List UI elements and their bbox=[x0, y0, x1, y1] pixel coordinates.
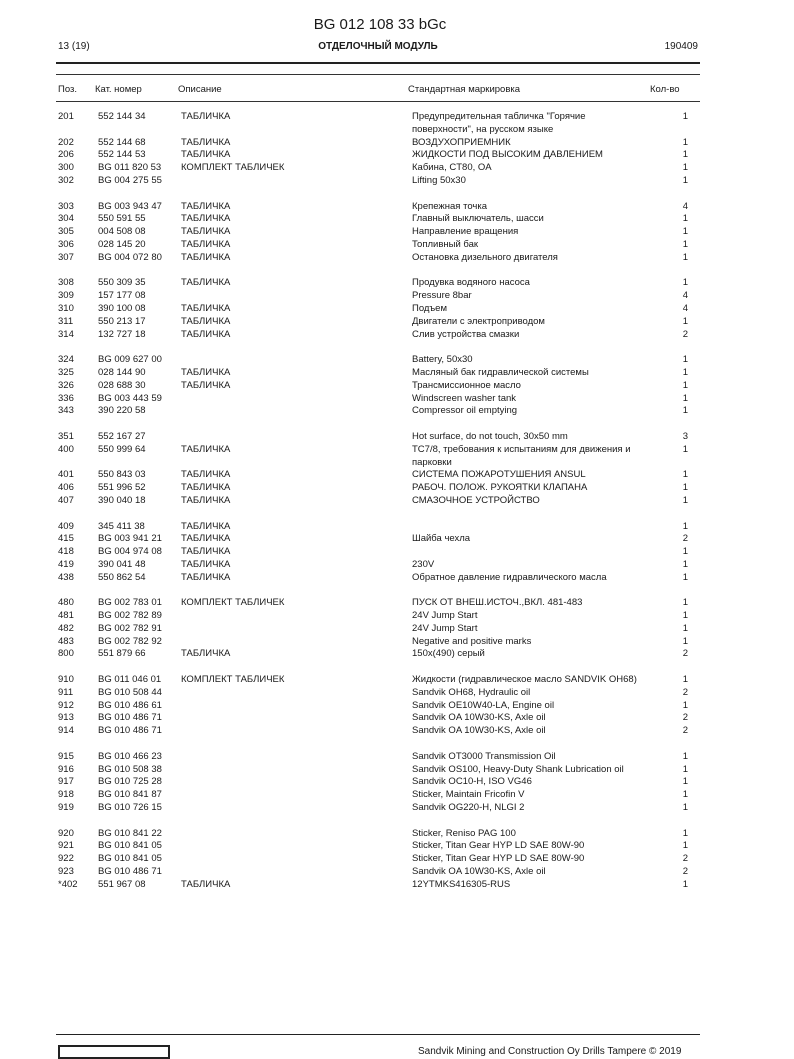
row-marking bbox=[412, 546, 640, 559]
row-quantity: 1 bbox=[682, 136, 688, 148]
row-pos: 302 bbox=[58, 174, 74, 186]
row-description: ТАБЛИЧКА bbox=[181, 533, 231, 545]
row-marking: Negative and positive marks bbox=[412, 635, 532, 647]
row-quantity: 1 bbox=[682, 802, 688, 814]
row-cat-number: 552 167 27 bbox=[98, 430, 146, 442]
row-marking: 12YTMKS416305-RUS bbox=[412, 878, 511, 890]
table-row bbox=[0, 162, 794, 175]
table-row bbox=[0, 853, 794, 866]
row-quantity: 1 bbox=[682, 827, 688, 839]
table-row bbox=[0, 495, 794, 508]
row-cat-number: 028 144 90 bbox=[98, 366, 146, 378]
row-marking: Battery, 50x30 bbox=[412, 354, 473, 366]
row-cat-number: BG 010 486 71 bbox=[98, 712, 162, 724]
row-description: КОМПЛЕКТ ТАБЛИЧЕК bbox=[181, 162, 285, 174]
row-description: КОМПЛЕКТ ТАБЛИЧЕК bbox=[181, 597, 285, 609]
row-quantity: 1 bbox=[682, 763, 688, 775]
row-cat-number: BG 004 974 08 bbox=[98, 546, 162, 558]
table-row bbox=[0, 393, 794, 406]
row-description: ТАБЛИЧКА bbox=[181, 443, 231, 455]
row-quantity: 1 bbox=[682, 405, 688, 417]
row-quantity: 1 bbox=[682, 494, 688, 506]
row-description: ТАБЛИЧКА bbox=[181, 149, 231, 161]
table-row bbox=[0, 252, 794, 265]
row-quantity: 1 bbox=[682, 597, 688, 609]
table-row bbox=[0, 444, 794, 470]
top-rule bbox=[56, 62, 700, 64]
row-quantity: 1 bbox=[682, 315, 688, 327]
table-row bbox=[0, 175, 794, 188]
row-pos: 310 bbox=[58, 302, 74, 314]
row-marking: Pressure 8bar bbox=[412, 290, 472, 302]
row-quantity: 4 bbox=[682, 302, 688, 314]
table-row bbox=[0, 764, 794, 777]
row-cat-number: 551 879 66 bbox=[98, 648, 146, 660]
row-pos: 401 bbox=[58, 469, 74, 481]
row-cat-number: BG 003 443 59 bbox=[98, 392, 162, 404]
table-row bbox=[0, 674, 794, 687]
row-quantity: 1 bbox=[682, 213, 688, 225]
table-row bbox=[0, 111, 794, 137]
table-row bbox=[0, 546, 794, 559]
row-cat-number: BG 004 072 80 bbox=[98, 251, 162, 263]
row-cat-number: BG 004 275 55 bbox=[98, 174, 162, 186]
row-quantity: 1 bbox=[682, 789, 688, 801]
row-marking: РАБОЧ. ПОЛОЖ. РУКОЯТКИ КЛАПАНА bbox=[412, 482, 588, 494]
row-cat-number: BG 010 841 87 bbox=[98, 789, 162, 801]
row-quantity: 1 bbox=[682, 443, 688, 455]
row-quantity: 1 bbox=[682, 750, 688, 762]
row-pos: 481 bbox=[58, 610, 74, 622]
row-description: ТАБЛИЧКА bbox=[181, 277, 231, 289]
row-marking: ПУСК ОТ ВНЕШ.ИСТОЧ.,ВКЛ. 481-483 bbox=[412, 597, 583, 609]
row-pos: 912 bbox=[58, 699, 74, 711]
page-number: 13 (19) bbox=[58, 41, 90, 52]
row-description: ТАБЛИЧКА bbox=[181, 520, 231, 532]
row-cat-number: 550 999 64 bbox=[98, 443, 146, 455]
row-marking: Sticker, Titan Gear HYP LD SAE 80W-90 bbox=[412, 840, 585, 852]
row-pos: 206 bbox=[58, 149, 74, 161]
sandvik-logo bbox=[58, 1045, 170, 1059]
row-cat-number: BG 010 486 61 bbox=[98, 699, 162, 711]
row-marking: Sandvik OG220-H, NLGI 2 bbox=[412, 802, 525, 814]
row-marking: Топливный бак bbox=[412, 238, 479, 250]
row-marking: СИСТЕМА ПОЖАРОТУШЕНИЯ ANSUL bbox=[412, 469, 586, 481]
table-row bbox=[0, 636, 794, 649]
row-marking: Sticker, Reniso PAG 100 bbox=[412, 827, 516, 839]
row-marking: Sandvik OS100, Heavy-Duty Shank Lubrication oil bbox=[412, 763, 624, 775]
row-cat-number: BG 010 508 38 bbox=[98, 763, 162, 775]
row-pos: 303 bbox=[58, 200, 74, 212]
table-row bbox=[0, 597, 794, 610]
row-marking: ЖИДКОСТИ ПОД ВЫСОКИМ ДАВЛЕНИЕМ bbox=[412, 149, 603, 161]
row-quantity: 1 bbox=[682, 379, 688, 391]
row-quantity: 1 bbox=[682, 392, 688, 404]
row-cat-number: 004 508 08 bbox=[98, 226, 146, 238]
row-quantity: 2 bbox=[682, 866, 688, 878]
row-marking: Sandvik OE10W40-LA, Engine oil bbox=[412, 699, 555, 711]
row-pos: 911 bbox=[58, 686, 74, 698]
row-pos: *402 bbox=[58, 878, 78, 890]
row-quantity: 1 bbox=[682, 111, 688, 122]
row-quantity: 2 bbox=[682, 533, 688, 545]
table-row bbox=[0, 789, 794, 802]
row-cat-number: 550 862 54 bbox=[98, 571, 146, 583]
row-quantity: 1 bbox=[682, 635, 688, 647]
row-quantity: 1 bbox=[682, 251, 688, 263]
row-pos: 920 bbox=[58, 827, 74, 839]
row-cat-number: BG 010 486 71 bbox=[98, 725, 162, 737]
row-pos: 406 bbox=[58, 482, 74, 494]
row-pos: 304 bbox=[58, 213, 74, 225]
row-marking: Главный выключатель, шасси bbox=[412, 213, 544, 225]
row-quantity: 1 bbox=[682, 674, 688, 686]
row-marking: Остановка дизельного двигателя bbox=[412, 251, 558, 263]
row-pos: 400 bbox=[58, 443, 74, 455]
table-row bbox=[0, 572, 794, 585]
table-row bbox=[0, 610, 794, 623]
row-description: ТАБЛИЧКА bbox=[181, 878, 231, 890]
row-marking: Слив устройства смазки bbox=[412, 328, 520, 340]
row-cat-number: 552 144 53 bbox=[98, 149, 146, 161]
table-row bbox=[0, 239, 794, 252]
row-marking: Шайба чехла bbox=[412, 533, 471, 545]
row-description: ТАБЛИЧКА bbox=[181, 213, 231, 225]
row-marking: Lifting 50x30 bbox=[412, 174, 466, 186]
table-row bbox=[0, 329, 794, 342]
table-row bbox=[0, 751, 794, 764]
row-cat-number: 028 145 20 bbox=[98, 238, 146, 250]
row-marking: TC7/8, требования к испытаниям для движения и парковки bbox=[412, 443, 631, 468]
row-quantity: 1 bbox=[682, 622, 688, 634]
table-row bbox=[0, 559, 794, 572]
row-cat-number: BG 010 508 44 bbox=[98, 686, 162, 698]
row-quantity: 1 bbox=[682, 776, 688, 788]
row-cat-number: BG 003 943 47 bbox=[98, 200, 162, 212]
document-title: ОТДЕЛОЧНЫЙ МОДУЛЬ bbox=[318, 41, 438, 52]
row-marking: Compressor oil emptying bbox=[412, 405, 518, 417]
row-quantity: 1 bbox=[682, 520, 688, 532]
row-pos: 201 bbox=[58, 111, 74, 122]
row-pos: 336 bbox=[58, 392, 74, 404]
row-marking: Жидкости (гидравлическое масло SANDVIK OH68) bbox=[412, 674, 637, 686]
row-description: ТАБЛИЧКА bbox=[181, 315, 231, 327]
table-row bbox=[0, 776, 794, 789]
row-pos: 202 bbox=[58, 136, 74, 148]
row-cat-number: BG 002 783 01 bbox=[98, 597, 162, 609]
row-quantity: 2 bbox=[682, 725, 688, 737]
row-pos: 314 bbox=[58, 328, 74, 340]
row-pos: 910 bbox=[58, 674, 74, 686]
row-quantity: 1 bbox=[682, 571, 688, 583]
row-quantity: 1 bbox=[682, 174, 688, 186]
row-cat-number: 390 220 58 bbox=[98, 405, 146, 417]
row-pos: 415 bbox=[58, 533, 74, 545]
row-marking: Направление вращения bbox=[412, 226, 519, 238]
row-cat-number: BG 010 841 05 bbox=[98, 840, 162, 852]
row-description: ТАБЛИЧКА bbox=[181, 302, 231, 314]
row-cat-number: 390 041 48 bbox=[98, 558, 146, 570]
row-marking: Sandvik OH68, Hydraulic oil bbox=[412, 686, 531, 698]
row-cat-number: 345 411 38 bbox=[98, 520, 145, 532]
row-pos: 916 bbox=[58, 763, 74, 775]
row-marking: 150x(490) серый bbox=[412, 648, 485, 660]
row-pos: 915 bbox=[58, 750, 74, 762]
row-pos: 922 bbox=[58, 853, 74, 865]
row-cat-number: BG 002 782 92 bbox=[98, 635, 162, 647]
row-quantity: 1 bbox=[682, 149, 688, 161]
row-pos: 343 bbox=[58, 405, 74, 417]
row-quantity: 1 bbox=[682, 699, 688, 711]
table-row bbox=[0, 623, 794, 636]
row-marking bbox=[412, 521, 640, 534]
row-pos: 480 bbox=[58, 597, 74, 609]
row-marking: Крепежная точка bbox=[412, 200, 488, 212]
table-row bbox=[0, 866, 794, 879]
row-quantity: 1 bbox=[682, 878, 688, 890]
parts-table bbox=[0, 111, 794, 892]
row-pos: 482 bbox=[58, 622, 74, 634]
row-cat-number: BG 002 782 91 bbox=[98, 622, 162, 634]
column-header-pos: Поз. bbox=[58, 84, 77, 95]
row-quantity: 2 bbox=[682, 648, 688, 660]
row-pos: 921 bbox=[58, 840, 74, 852]
row-quantity: 4 bbox=[682, 290, 688, 302]
row-quantity: 1 bbox=[682, 354, 688, 366]
row-quantity: 2 bbox=[682, 686, 688, 698]
row-cat-number: BG 011 046 01 bbox=[98, 674, 162, 686]
table-row bbox=[0, 226, 794, 239]
table-row bbox=[0, 700, 794, 713]
footer-text: Sandvik Mining and Construction Oy Drills Tampere © 2019 bbox=[418, 1046, 682, 1057]
row-marking: СМАЗОЧНОЕ УСТРОЙСТВО bbox=[412, 494, 540, 506]
table-row bbox=[0, 725, 794, 738]
row-pos: 419 bbox=[58, 558, 74, 570]
table-row bbox=[0, 469, 794, 482]
row-pos: 311 bbox=[58, 315, 74, 327]
row-description: ТАБЛИЧКА bbox=[181, 226, 231, 238]
row-quantity: 1 bbox=[682, 162, 688, 174]
row-cat-number: 390 040 18 bbox=[98, 494, 146, 506]
row-quantity: 1 bbox=[682, 558, 688, 570]
row-quantity: 1 bbox=[682, 238, 688, 250]
row-pos: 306 bbox=[58, 238, 74, 250]
row-marking: Windscreen washer tank bbox=[412, 392, 517, 404]
row-description: ТАБЛИЧКА bbox=[181, 494, 231, 506]
row-marking: ВОЗДУХОПРИЕМНИК bbox=[412, 136, 511, 148]
row-description: ТАБЛИЧКА bbox=[181, 366, 231, 378]
row-pos: 483 bbox=[58, 635, 74, 647]
row-pos: 438 bbox=[58, 571, 74, 583]
row-marking: Обратное давление гидравлического масла bbox=[412, 571, 607, 583]
table-row bbox=[0, 431, 794, 444]
table-row bbox=[0, 367, 794, 380]
row-description: ТАБЛИЧКА bbox=[181, 238, 231, 250]
row-cat-number: BG 011 820 53 bbox=[98, 162, 162, 174]
column-header-cat: Кат. номер bbox=[95, 84, 142, 95]
row-description: ТАБЛИЧКА bbox=[181, 328, 231, 340]
table-row bbox=[0, 405, 794, 418]
row-cat-number: 028 688 30 bbox=[98, 379, 146, 391]
row-pos: 325 bbox=[58, 366, 74, 378]
row-pos: 324 bbox=[58, 354, 74, 366]
table-row bbox=[0, 840, 794, 853]
row-quantity: 1 bbox=[682, 610, 688, 622]
row-marking: Sandvik OA 10W30-KS, Axle oil bbox=[412, 712, 546, 724]
row-marking: Sticker, Titan Gear HYP LD SAE 80W-90 bbox=[412, 853, 585, 865]
row-description: ТАБЛИЧКА bbox=[181, 558, 231, 570]
row-quantity: 2 bbox=[682, 328, 688, 340]
row-cat-number: 132 727 18 bbox=[98, 328, 146, 340]
row-cat-number: 552 144 68 bbox=[98, 136, 146, 148]
row-marking: 24V Jump Start bbox=[412, 622, 478, 634]
row-cat-number: BG 010 726 15 bbox=[98, 802, 162, 814]
row-pos: 305 bbox=[58, 226, 74, 238]
row-description: ТАБЛИЧКА bbox=[181, 111, 231, 122]
row-pos: 307 bbox=[58, 251, 74, 263]
row-marking: Кабина, CT80, OA bbox=[412, 162, 492, 174]
row-quantity: 1 bbox=[682, 546, 688, 558]
table-row bbox=[0, 533, 794, 546]
table-row bbox=[0, 277, 794, 290]
row-quantity: 1 bbox=[682, 469, 688, 481]
row-marking: Двигатели с электроприводом bbox=[412, 315, 545, 327]
row-quantity: 1 bbox=[682, 277, 688, 289]
row-cat-number: BG 010 725 28 bbox=[98, 776, 162, 788]
row-description: ТАБЛИЧКА bbox=[181, 251, 231, 263]
row-pos: 409 bbox=[58, 520, 74, 532]
row-quantity: 1 bbox=[682, 226, 688, 238]
table-row bbox=[0, 712, 794, 725]
row-cat-number: BG 002 782 89 bbox=[98, 610, 162, 622]
table-row bbox=[0, 290, 794, 303]
table-row bbox=[0, 828, 794, 841]
row-marking: Продувка водяного насоса bbox=[412, 277, 530, 289]
document-code: BG 012 108 33 bGc bbox=[313, 16, 447, 33]
row-cat-number: BG 010 466 23 bbox=[98, 750, 162, 762]
table-row bbox=[0, 648, 794, 661]
table-row bbox=[0, 137, 794, 150]
table-row bbox=[0, 316, 794, 329]
table-row bbox=[0, 879, 794, 892]
table-row bbox=[0, 521, 794, 534]
row-cat-number: 550 213 17 bbox=[98, 315, 146, 327]
row-marking: Sandvik OA 10W30-KS, Axle oil bbox=[412, 866, 546, 878]
row-description: ТАБЛИЧКА bbox=[181, 200, 231, 212]
column-header-desc: Описание bbox=[178, 84, 222, 95]
row-marking: Sandvik OC10-H, ISO VG46 bbox=[412, 776, 532, 788]
table-row bbox=[0, 802, 794, 815]
row-pos: 913 bbox=[58, 712, 74, 724]
row-cat-number: BG 003 941 21 bbox=[98, 533, 162, 545]
row-cat-number: BG 010 841 05 bbox=[98, 853, 162, 865]
table-row bbox=[0, 482, 794, 495]
row-cat-number: 390 100 08 bbox=[98, 302, 146, 314]
table-row bbox=[0, 354, 794, 367]
row-pos: 300 bbox=[58, 162, 74, 174]
row-pos: 326 bbox=[58, 379, 74, 391]
row-pos: 308 bbox=[58, 277, 74, 289]
row-marking: Предупредительная табличка "Горячие поверхности", на русском языке bbox=[412, 111, 586, 135]
row-quantity: 4 bbox=[682, 200, 688, 212]
document-date: 190409 bbox=[664, 41, 698, 52]
table-row bbox=[0, 149, 794, 162]
row-cat-number: 550 591 55 bbox=[98, 213, 146, 225]
row-pos: 351 bbox=[58, 430, 74, 442]
row-pos: 407 bbox=[58, 494, 74, 506]
row-marking: Масляный бак гидравлической системы bbox=[412, 366, 589, 378]
row-pos: 914 bbox=[58, 725, 74, 737]
row-marking: Hot surface, do not touch, 30x50 mm bbox=[412, 430, 568, 442]
row-cat-number: 550 843 03 bbox=[98, 469, 146, 481]
row-marking: Подъем bbox=[412, 302, 447, 314]
row-pos: 800 bbox=[58, 648, 74, 660]
row-cat-number: BG 010 841 22 bbox=[98, 827, 162, 839]
header-rule bbox=[56, 74, 700, 75]
row-marking: Sandvik OA 10W30-KS, Axle oil bbox=[412, 725, 546, 737]
footer-rule bbox=[56, 1034, 700, 1035]
row-marking: Sticker, Maintain Fricofin V bbox=[412, 789, 525, 801]
row-description: ТАБЛИЧКА bbox=[181, 136, 231, 148]
row-pos: 923 bbox=[58, 866, 74, 878]
row-pos: 919 bbox=[58, 802, 74, 814]
row-pos: 309 bbox=[58, 290, 74, 302]
row-description: ТАБЛИЧКА bbox=[181, 379, 231, 391]
table-row bbox=[0, 303, 794, 316]
row-description: ТАБЛИЧКА bbox=[181, 546, 231, 558]
row-cat-number: 157 177 08 bbox=[98, 290, 146, 302]
row-pos: 917 bbox=[58, 776, 74, 788]
column-header-qty: Кол-во bbox=[650, 84, 680, 95]
row-description: ТАБЛИЧКА bbox=[181, 469, 231, 481]
row-quantity: 3 bbox=[682, 430, 688, 442]
row-marking: Sandvik OT3000 Transmission Oil bbox=[412, 750, 556, 762]
row-quantity: 1 bbox=[682, 366, 688, 378]
row-pos: 418 bbox=[58, 546, 74, 558]
row-cat-number: BG 009 627 00 bbox=[98, 354, 162, 366]
table-row bbox=[0, 687, 794, 700]
row-description: ТАБЛИЧКА bbox=[181, 482, 231, 494]
row-cat-number: BG 010 486 71 bbox=[98, 866, 162, 878]
column-header-rule bbox=[56, 101, 700, 102]
row-quantity: 1 bbox=[682, 482, 688, 494]
table-row bbox=[0, 380, 794, 393]
row-quantity: 2 bbox=[682, 712, 688, 724]
column-header-mark: Стандартная маркировка bbox=[408, 84, 521, 95]
row-marking: Трансмиссионное масло bbox=[412, 379, 521, 391]
row-description: ТАБЛИЧКА bbox=[181, 648, 231, 660]
row-pos: 918 bbox=[58, 789, 74, 801]
table-row bbox=[0, 213, 794, 226]
row-cat-number: 551 996 52 bbox=[98, 482, 146, 494]
row-marking: 24V Jump Start bbox=[412, 610, 478, 622]
row-marking: 230V bbox=[412, 558, 435, 570]
row-description: КОМПЛЕКТ ТАБЛИЧЕК bbox=[181, 674, 285, 686]
row-cat-number: 550 309 35 bbox=[98, 277, 146, 289]
table-row bbox=[0, 201, 794, 214]
row-cat-number: 551 967 08 bbox=[98, 878, 146, 890]
row-description: ТАБЛИЧКА bbox=[181, 571, 231, 583]
row-quantity: 2 bbox=[682, 853, 688, 865]
row-quantity: 1 bbox=[682, 840, 688, 852]
row-cat-number: 552 144 34 bbox=[98, 111, 146, 122]
